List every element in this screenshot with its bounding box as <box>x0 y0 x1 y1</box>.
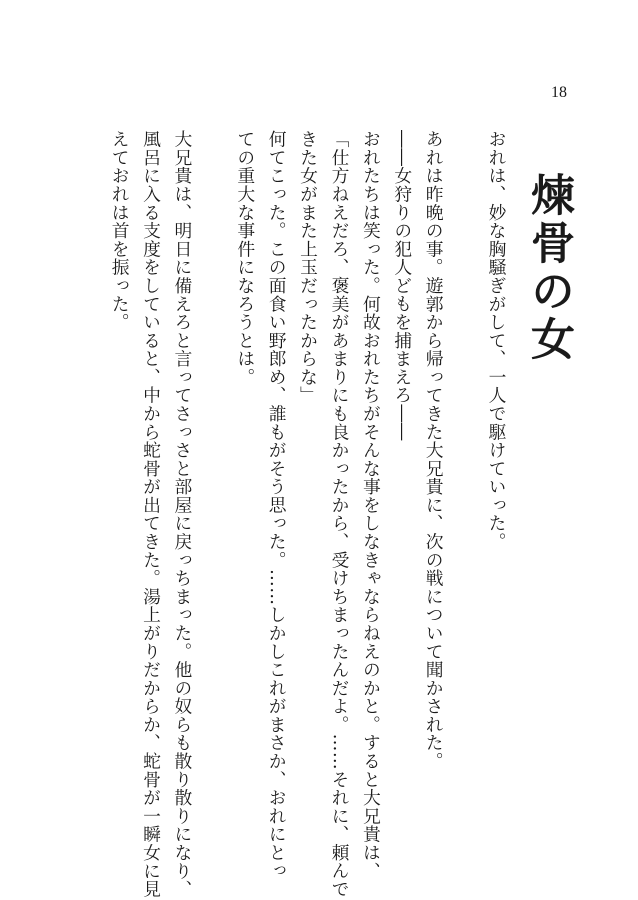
text-line: えておれは首を振った。 <box>109 130 131 332</box>
text-line: 大兄貴は、明日に備えろと言ってさっさと部屋に戻っちまった。他の奴らも散り散りになり、 <box>171 130 193 899</box>
text-line: ――女狩りの犯人どもを捕まえろ―― <box>391 130 413 441</box>
text-line: おれは、妙な胸騒ぎがして、一人で駆けていった。 <box>486 130 507 551</box>
text-line: おれたちは笑った。何故おれたちがそんな事をしなきゃならねえのかと。すると大兄貴は、 <box>360 130 382 880</box>
text-line: 「仕方ねえだろ、褒美があまりにも良かったから、受けちまったんだよ。……それに、頼んで <box>328 130 350 899</box>
page-number: 18 <box>551 84 567 101</box>
text-line: あれは昨晩の事。遊郭から帰ってきた大兄貴に、次の戦について聞かされた。 <box>423 130 445 771</box>
chapter-title: 煉骨の女 <box>523 172 574 364</box>
text-line <box>198 130 229 860</box>
body-text <box>109 130 512 899</box>
text-line: 何てこった。この面食い野郎め、誰もがそう思った。……しかしこれがまさか、おれにとっ <box>266 130 288 880</box>
text-line <box>449 130 480 860</box>
text-line: ての重大な事件になろうとは。 <box>234 130 256 387</box>
text-line: きた女がまた上玉だったからな」 <box>297 130 319 405</box>
text-line: 風呂に入る支度をしていると、中から蛇骨が出てきた。湯上がりだからか、蛇骨が一瞬女に見 <box>140 130 162 899</box>
